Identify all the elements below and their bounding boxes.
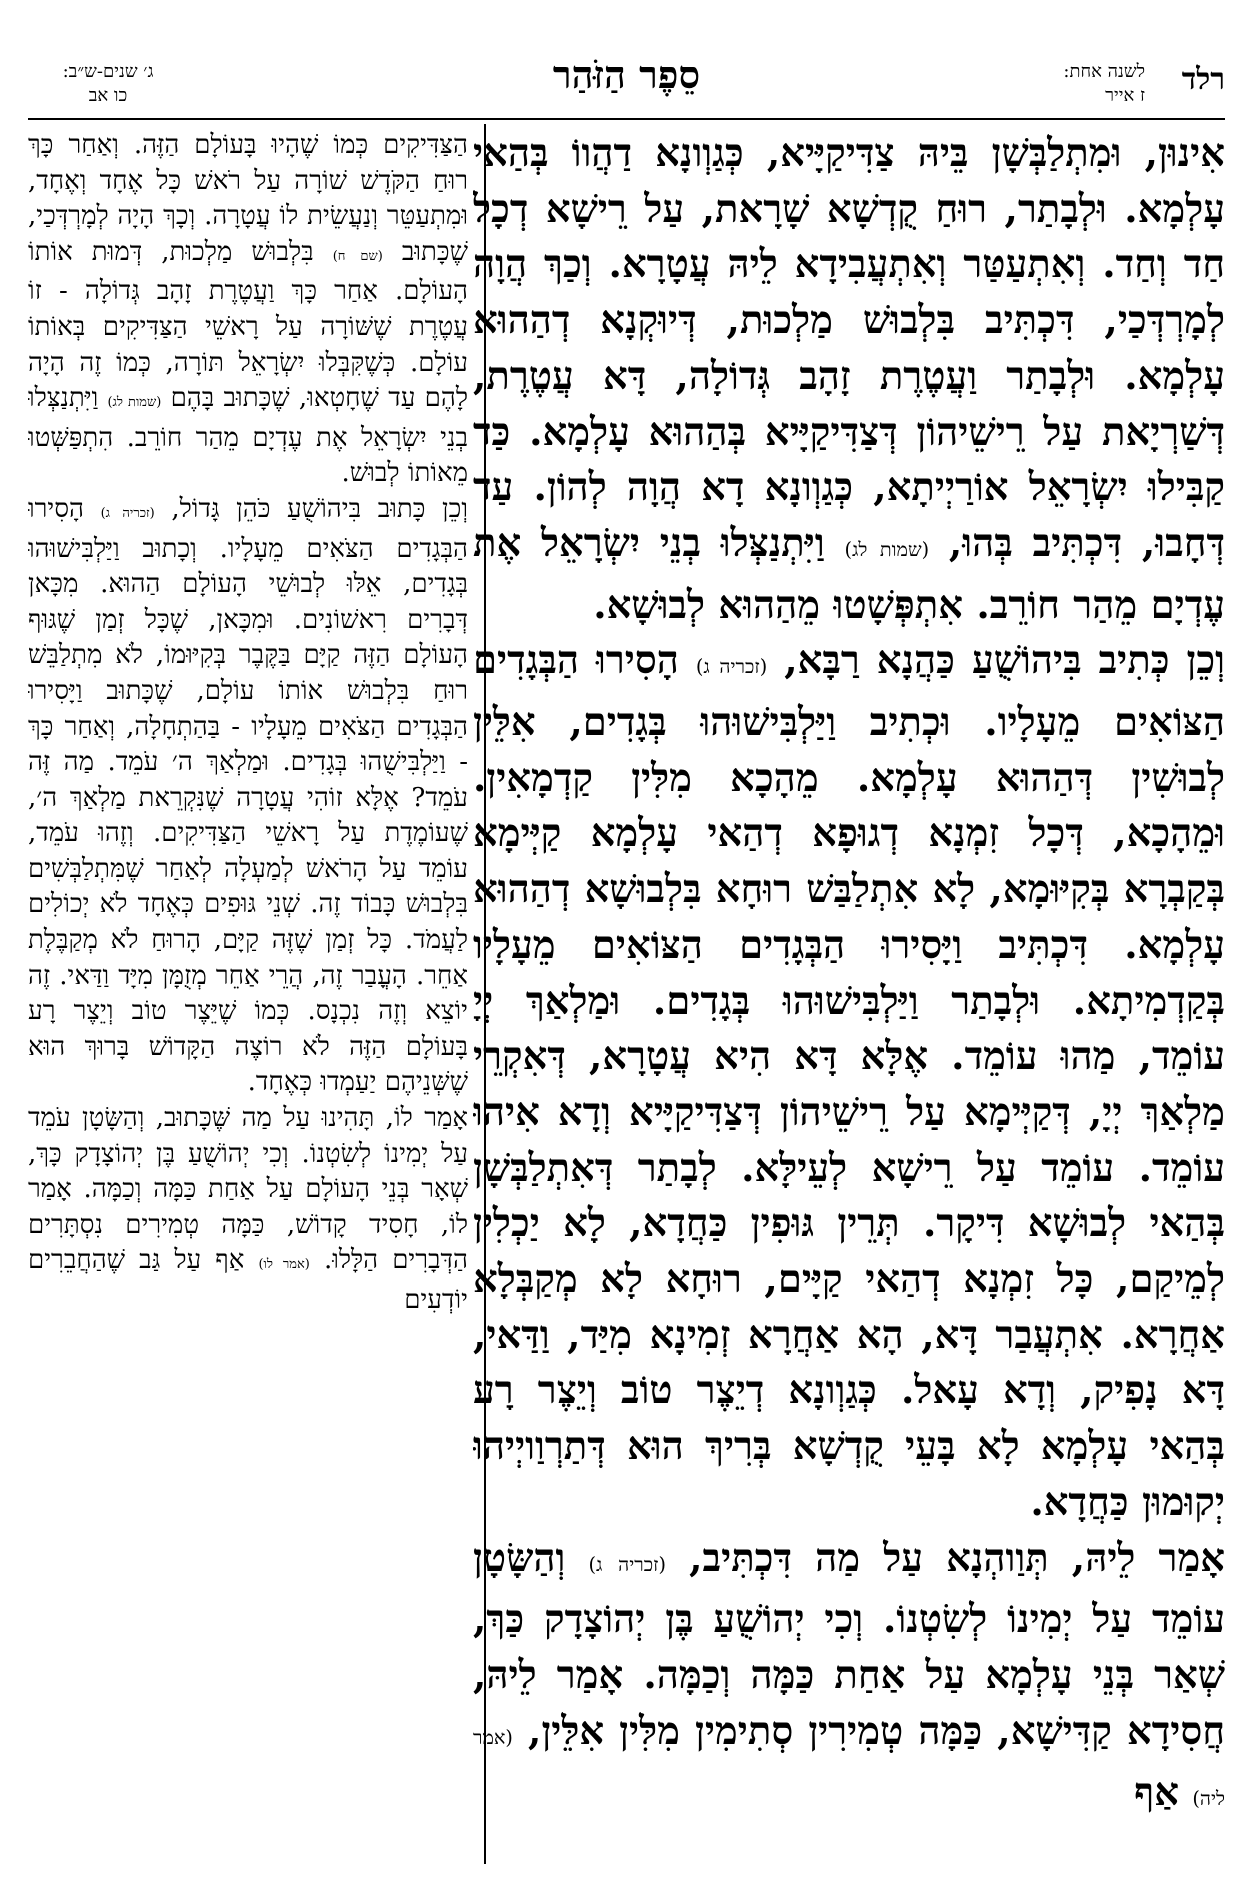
main-paragraph-3: אָמַר לֵיהּ, תְּוַוהְנָא עַל מַה דִּכְתִּיב, (זכריה ג) וְהַשָּׂטָן עוֹמֵד עַל יְמִינוֹ לְשִׂטְנוֹ. וְכִי יְהוֹשֻׁעַ בֶּן יְהוֹצָדָק כַּךְ, שְׁאַר בְּנֵי עָלְמָא עַל אַחַת כַּמָּה וְכַמָּה. אָמַר לֵיהּ, חֲסִידָא קַדִּישָׁא, כַּמָּה טְמִירִין סְתִימִין מִלִּין אִלֵּין, (אמר ליה) אַף: [473, 1535, 1225, 1816]
scripture-reference: (שמות לג): [844, 537, 930, 561]
column-divider: [484, 124, 486, 1864]
schedule-label: ג׳ שנים-ש״ב:: [62, 61, 154, 82]
schedule-label: לשנה אחת:: [1063, 61, 1145, 82]
scripture-reference: (שם ח): [332, 248, 383, 264]
translation-reference: (אמר לו): [258, 1257, 310, 1273]
book-title: סֵפֶר הַזֹּהַר: [552, 52, 701, 97]
scripture-reference: (שמות לג): [107, 395, 162, 411]
schedule-date: כו אב: [88, 85, 128, 106]
aramaic-main-column: [473, 126, 1225, 1866]
page-header: [28, 52, 1225, 122]
reading-schedule-left: [28, 60, 188, 108]
side-paragraph-2: וְכֵן כָּתוּב בִּיהוֹשֻׁעַ כֹּהֵן גָּדוֹל, (זכריה ג) הָסִירוּ הַבְּגָדִים הַצֹּאִים מֵעָלָיו. וְכָתוּב וַיַּלְבִּישׁוּהוּ בְּגָדִים, אֵלּוּ לְבוּשֵׁי הָעוֹלָם הַהוּא. מִכָּאן דְּבָרִים רִאשׁוֹנִים. וּמִכָּאן, שֶׁכָּל זְמַן שֶׁגּוּף הָעוֹלָם הַזֶּה קַיָּם בַּקֶּבֶר בְּקִיּוּמוֹ, לֹא מִתְלַבֵּשׁ רוּחַ בִּלְבוּשׁ אוֹתוֹ עוֹלָם, שֶׁכָּתוּב וַיָּסִירוּ הַבְּגָדִים הַצֹּאִים מֵעָלָיו - בַּהַתְחָלָה, וְאַחַר כָּךְ - וַיַּלְבִּישֻׁהוּ בְּגָדִים. וּמַלְאַךְ ה׳ עֹמֵד. מַה זֶּה עֹמֵד? אֶלָּא זוֹהִי עֲטָרָה שֶׁנִּקְרֵאת מַלְאַךְ ה׳, שֶׁעוֹמֶדֶת עַל רָאשֵׁי הַצַּדִּיקִים. וְזֶהוּ עֹמֵד, עוֹמֵד עַל הָרֹאשׁ לְמַעְלָה לְאַחַר שֶׁמִּתְלַבְּשִׁים בִּלְבוּשׁ כָּבוֹד זֶה. שְׁנֵי גּוּפִים כְּאֶחָד לֹא יְכוֹלִים לַעֲמֹד. כָּל זְמַן שֶׁזֶּה קַיָּם, הָרוּחַ לֹא מְקַבֶּלֶת אַחֵר. הָעֳבַר זֶה, הֲרֵי אַחֵר מְזֻמָּן מִיָּד וַדַּאי. זֶה יוֹצֵא וְזֶה נִכְנָס. כְּמוֹ שֶׁיֵּצֶר טוֹב וְיֵצֶר רָע בָּעוֹלָם הַזֶּה לֹא רוֹצֶה הַקָּדוֹשׁ בָּרוּךְ הוּא שֶׁשְּׁנֵיהֶם יַעַמְדוּ כְּאֶחָד.: [28, 493, 468, 1098]
scripture-reference: (זכריה ג): [100, 505, 155, 521]
scripture-reference: (זכריה ג): [588, 1552, 667, 1576]
side-paragraph-1: הַצַּדִּיקִים כְּמוֹ שֶׁהָיוּ בָּעוֹלָם הַזֶּה. וְאַחַר כָּךְ רוּחַ הַקֹּדֶשׁ שׁוֹרָה עַל רֹאשׁ כָּל אֶחָד וְאֶחָד, וּמִתְעַטֵּר וְנַעֲשֵׂית לוֹ עֲטָרָה. וְכָךְ הָיָה לְמָרְדְּכַי, שֶׁכָּתוּב (שם ח) בִּלְבוּשׁ מַלְכוּת, דְּמוּת אוֹתוֹ הָעוֹלָם. אַחַר כָּךְ וַעֲטֶרֶת זָהָב גְּדוֹלָה - זוֹ עֲטֶרֶת שֶׁשּׁוֹרָה עַל רָאשֵׁי הַצַּדִּיקִים בְּאוֹתוֹ עוֹלָם. כְּשֶׁקִּבְּלוּ יִשְׂרָאֵל תּוֹרָה, כְּמוֹ זֶה הָיָה לָהֶם עַד שֶׁחָטְאוּ, שֶׁכָּתוּב בָּהֶם (שמות לג) וַיִּתְנַצְּלוּ בְנֵי יִשְׂרָאֵל אֶת עֶדְיָם מֵהַר חוֹרֵב. הִתְפַּשְּׁטוּ מֵאוֹתוֹ לְבוּשׁ.: [28, 130, 468, 489]
scripture-reference: (זכריה ג): [695, 655, 768, 679]
side-paragraph-3: אָמַר לוֹ, תָּהִינוּ עַל מַה שֶּׁכָּתוּב, וְהַשָּׂטָן עֹמֵד עַל יְמִינוֹ לְשִׂטְנוֹ. וְכִי יְהוֹשֻׁעַ בֶּן יְהוֹצָדָק כָּךְ, שְׁאָר בְּנֵי הָעוֹלָם עַל אַחַת כַּמָּה וְכַמָּה. אָמַר לוֹ, חָסִיד קָדוֹשׁ, כַּמָּה טְמִירִים נִסְתָּרִים הַדְּבָרִים הַלָּלוּ. (אמר לו) אַף עַל גַּב שֶׁהַחֲבֵרִים יוֹדְעִים: [28, 1103, 468, 1315]
header-rule: [28, 118, 1225, 120]
page-number: רלד: [1181, 62, 1225, 97]
hebrew-translation-column: [28, 128, 468, 1868]
translation-reference: (אמר ליה): [473, 1725, 1225, 1811]
main-paragraph-2: וְכֵן כְּתִיב בִּיהוֹשֻׁעַ כַּהֲנָא רַבָּא, (זכריה ג) הָסִירוּ הַבְּגָדִים הַצּוֹאִים מֵעָלָיו. וּכְתִיב וַיַּלְבִּישׁוּהוּ בְּגָדִים, אִלֵּין לְבוּשִׁין דְּהַהוּא עָלְמָא. מֵהָכָא מִלִּין קַדְמָאִין. וּמֵהָכָא, דְּכָל זִמְנָא דְגוּפָא דְהַאי עָלְמָא קַיְּימָא בְּקַבְרָא בְּקִיּוּמָא, לָא אִתְלַבַּשׁ רוּחָא בִּלְבוּשָׁא דְהַהוּא עָלְמָא. דִּכְתִּיב וַיָּסִירוּ הַבְּגָדִים הַצּוֹאִים מֵעָלָיו בְּקַדְמִיתָא. וּלְבָתַר וַיַּלְבִּישׁוּהוּ בְּגָדִים. וּמַלְאַךְ יְיָ עוֹמֵד, מַהוּ עוֹמֵד. אֶלָּא דָּא הִיא עֲטָרָא, דְּאִקְרֵי מַלְאַךְ יְיָ, דְּקַיְּימָא עַל רֵישֵׁיהוֹן דְּצַדִּיקַיָּיא וְדָא אִיהוּ עוֹמֵד. עוֹמֵד עַל רֵישָׁא לְעֵילָּא. לְבָתַר דְּאִתְלַבְּשָׁן בְּהַאי לְבוּשָׁא דִּיקָר. תְּרֵין גּוּפִין כַּחֲדָא, לָא יַכְלִין לְמֵיקַם, כָּל זִמְנָא דְהַאי קַיָּים, רוּחָא לָא מְקַבְּלָא אַחֲרָא. אִתְעֲבַר דָּא, הָא אַחֲרָא זְמִינָא מִיַּד, וַדַּאי, דָּא נָפִיק, וְדָא עָאל. כְּגַוְונָא דְיֵצֶר טוֹב וְיֵצֶר רָע בְּהַאי עָלְמָא לָא בָּעֵי קֻדְשָׁא בְּרִיךְ הוּא דְּתַרְוַויְיהוּ יְקוּמוּן כַּחֲדָא.: [473, 638, 1225, 1525]
schedule-date: ז אייר: [1105, 85, 1145, 106]
main-paragraph-1: אִינוּן, וּמִתְלַבְּשָׁן בֵּיהּ צַדִּיקַיָּיא, כְּגַוְונָא דַהֲווֹ בְּהַאי עָלְמָא. וּלְבָתַר, רוּחַ קֻדְשָׁא שָׁרָאת, עַל רֵישָׁא דְכָל חַד וְחַד. וְאִתְעַטַּר וְאִתְעֲבִידָא לֵיהּ עֲטָרָא. וְכַךְ הֲוָה לְמָרְדְּכַי, דִּכְתִּיב בִּלְבוּשׁ מַלְכוּת, דְּיוּקְנָא דְהַהוּא עָלְמָא. וּלְבָתַר וַעֲטֶרֶת זָהָב גְּדוֹלָה, דָּא עֲטֶרֶת, דְּשַׁרְיָאת עַל רֵישֵׁיהוֹן דְּצַדִּיקַיָּיא בְּהַהוּא עָלְמָא. כַּד קַבִּילוּ יִשְׂרָאֵל אוֹרַיְיתָא, כְּגַוְונָא דָא הֲוָה לְהוֹן. עַד דְּחָבוּ, דִּכְתִּיב בְּהוּ, (שמות לג) וַיִּתְנַצְּלוּ בְנֵי יִשְׂרָאֵל אֶת עֶדְיָם מֵהַר חוֹרֵב. אִתְפְּשָׁטוּ מֵהַהוּא לְבוּשָׁא.: [473, 131, 1225, 628]
